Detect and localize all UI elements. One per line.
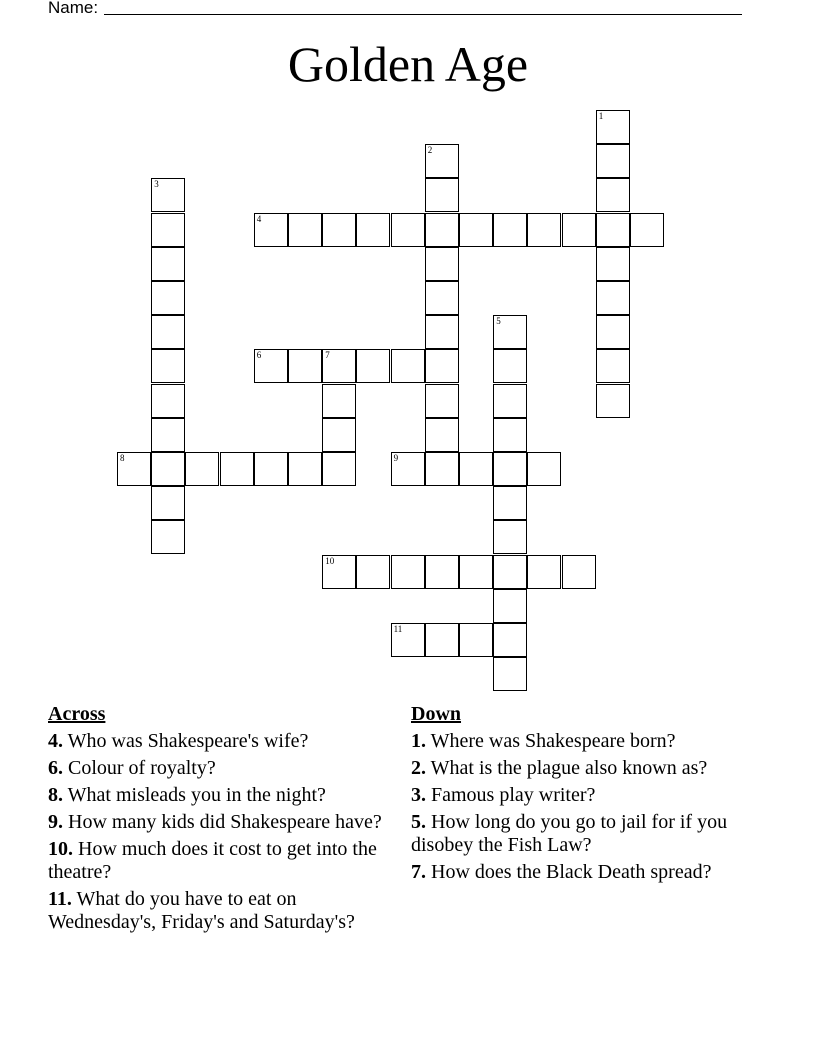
- clue-number: 4.: [48, 730, 63, 752]
- clue-number: 6.: [48, 757, 63, 779]
- clue-number-label: 9: [393, 453, 399, 463]
- crossword-cell[interactable]: [596, 349, 630, 383]
- clue-number: 11.: [48, 888, 72, 910]
- crossword-cell[interactable]: [596, 110, 630, 144]
- crossword-cell[interactable]: [391, 213, 425, 247]
- crossword-cell[interactable]: [596, 178, 630, 212]
- crossword-cell[interactable]: [425, 178, 459, 212]
- crossword-cell[interactable]: [596, 144, 630, 178]
- crossword-cell[interactable]: [425, 418, 459, 452]
- crossword-cell[interactable]: [151, 384, 185, 418]
- crossword-cell[interactable]: [493, 589, 527, 623]
- clue-text: Who was Shakespeare's wife?: [67, 730, 309, 752]
- crossword-cell[interactable]: [493, 623, 527, 657]
- crossword-cell[interactable]: [254, 213, 288, 247]
- crossword-cell[interactable]: [254, 452, 288, 486]
- clue-down-3: [411, 784, 761, 807]
- clue-text: Where was Shakespeare born?: [430, 730, 676, 752]
- crossword-cell[interactable]: [493, 452, 527, 486]
- crossword-cell[interactable]: [425, 623, 459, 657]
- clue-down-7: [411, 861, 761, 884]
- crossword-cell[interactable]: [391, 349, 425, 383]
- crossword-cell[interactable]: [391, 555, 425, 589]
- crossword-cell[interactable]: [322, 418, 356, 452]
- clue-text: What do you have to eat on Wednesday's, Friday's and Saturday's?: [48, 888, 355, 933]
- clue-number: 9.: [48, 811, 63, 833]
- crossword-cell[interactable]: [356, 213, 390, 247]
- clue-number-label: 1: [598, 111, 604, 121]
- crossword-cell[interactable]: [459, 452, 493, 486]
- clue-number-label: 2: [427, 145, 433, 156]
- crossword-cell[interactable]: [391, 452, 425, 486]
- crossword-cell[interactable]: [117, 452, 151, 486]
- clue-text: Famous play writer?: [431, 784, 596, 806]
- crossword-cell[interactable]: [596, 281, 630, 315]
- clue-text: What is the plague also known as?: [430, 757, 708, 779]
- clue-text: How does the Black Death spread?: [431, 861, 712, 883]
- crossword-cell[interactable]: [562, 555, 596, 589]
- clue-number-label: 11: [393, 624, 403, 634]
- crossword-cell[interactable]: [493, 486, 527, 520]
- crossword-cell[interactable]: [151, 349, 185, 383]
- crossword-cell[interactable]: [527, 452, 561, 486]
- clue-across-11: [48, 888, 408, 934]
- clue-number: 3.: [411, 784, 426, 806]
- crossword-cell[interactable]: [596, 247, 630, 281]
- crossword-cell[interactable]: [630, 213, 664, 247]
- crossword-cell[interactable]: [493, 520, 527, 554]
- crossword-cell[interactable]: [151, 213, 185, 247]
- clue-down-1: [411, 730, 761, 753]
- crossword-cell[interactable]: [254, 349, 288, 383]
- crossword-cell[interactable]: [425, 315, 459, 349]
- crossword-cell[interactable]: [596, 315, 630, 349]
- crossword-cell[interactable]: [493, 213, 527, 247]
- crossword-cell[interactable]: [151, 452, 185, 486]
- clue-number: 10.: [48, 838, 73, 860]
- crossword-cell[interactable]: [493, 384, 527, 418]
- clue-number-label: 8: [120, 453, 125, 463]
- crossword-cell[interactable]: [151, 520, 185, 554]
- clue-number-label: 10: [325, 555, 335, 566]
- crossword-cell[interactable]: [425, 213, 459, 247]
- crossword-cell[interactable]: [356, 349, 390, 383]
- crossword-cell[interactable]: [151, 486, 185, 520]
- clue-number: 2.: [411, 757, 426, 779]
- clue-number: 8.: [48, 784, 63, 806]
- down-clues: [411, 703, 761, 888]
- crossword-cell[interactable]: [425, 247, 459, 281]
- name-label: Name:: [48, 0, 99, 17]
- crossword-cell[interactable]: [527, 213, 561, 247]
- down-heading: Down: [411, 703, 462, 725]
- crossword-cell[interactable]: [493, 657, 527, 691]
- clue-across-10: [48, 838, 408, 884]
- crossword-cell[interactable]: [151, 281, 185, 315]
- crossword-cell[interactable]: [185, 452, 219, 486]
- clue-across-6: [48, 757, 408, 780]
- crossword-cell[interactable]: [493, 349, 527, 383]
- clue-across-4: [48, 730, 408, 753]
- crossword-cell[interactable]: [459, 555, 493, 589]
- crossword-cell[interactable]: [322, 555, 356, 589]
- clue-number: 5.: [411, 811, 426, 833]
- crossword-cell[interactable]: [322, 349, 356, 383]
- crossword-cell[interactable]: [151, 178, 185, 212]
- crossword-cell[interactable]: [425, 384, 459, 418]
- crossword-cell[interactable]: [425, 281, 459, 315]
- crossword-cell[interactable]: [356, 555, 390, 589]
- crossword-cell[interactable]: [425, 555, 459, 589]
- crossword-cell[interactable]: [459, 213, 493, 247]
- clue-number-label: 7: [325, 350, 330, 361]
- clue-number-label: 6: [256, 350, 262, 361]
- crossword-cell[interactable]: [493, 315, 527, 349]
- crossword-cell[interactable]: [562, 213, 596, 247]
- clue-number-label: 5: [496, 316, 501, 327]
- crossword-cell[interactable]: [151, 315, 185, 349]
- crossword-cell[interactable]: [288, 452, 322, 486]
- crossword-cell[interactable]: [151, 418, 185, 452]
- crossword-cell[interactable]: [527, 555, 561, 589]
- crossword-cell[interactable]: [151, 247, 185, 281]
- clue-text: How many kids did Shakespeare have?: [68, 811, 382, 833]
- clue-text: How long do you go to jail for if you disobey the Fish Law?: [411, 811, 728, 856]
- clue-across-8: [48, 784, 408, 807]
- clue-number: 7.: [411, 861, 426, 883]
- across-heading: Across: [48, 703, 106, 725]
- clue-across-9: [48, 811, 408, 834]
- clue-number: 1.: [411, 730, 426, 752]
- crossword-cell[interactable]: [288, 213, 322, 247]
- clue-down-2: [411, 757, 761, 780]
- crossword-cell[interactable]: [596, 213, 630, 247]
- clue-number-label: 3: [154, 179, 159, 190]
- crossword-cell[interactable]: [220, 452, 254, 486]
- crossword-cell[interactable]: [391, 623, 425, 657]
- clue-text: What misleads you in the night?: [67, 784, 326, 806]
- crossword-cell[interactable]: [425, 349, 459, 383]
- clue-text: How much does it cost to get into the theatre?: [48, 838, 377, 883]
- crossword-cell[interactable]: [322, 213, 356, 247]
- clue-down-5: [411, 811, 761, 857]
- crossword-cell[interactable]: [425, 452, 459, 486]
- clue-number-label: 4: [256, 213, 262, 224]
- crossword-cell[interactable]: [493, 555, 527, 589]
- crossword-cell[interactable]: [425, 144, 459, 178]
- crossword-cell[interactable]: [493, 418, 527, 452]
- across-clues: [48, 703, 408, 938]
- page-title: Golden Age: [287, 36, 529, 92]
- crossword-cell[interactable]: [459, 623, 493, 657]
- crossword-cell[interactable]: [288, 349, 322, 383]
- clue-text: Colour of royalty?: [68, 757, 216, 779]
- crossword-cell[interactable]: [322, 452, 356, 486]
- crossword-cell[interactable]: [596, 384, 630, 418]
- crossword-cell[interactable]: [322, 384, 356, 418]
